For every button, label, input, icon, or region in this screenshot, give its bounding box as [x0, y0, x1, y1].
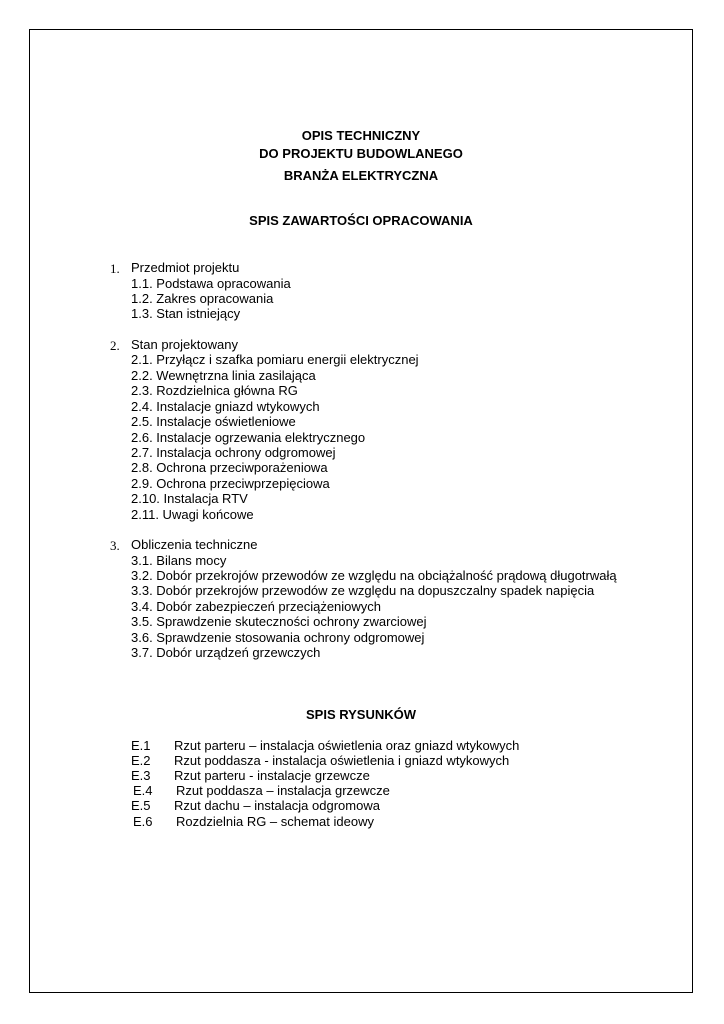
- figure-code: E.5: [131, 798, 151, 813]
- section-number: 3.: [110, 538, 120, 553]
- list-item: 2.9. Ochrona przeciwprzepięciowa: [131, 476, 330, 491]
- figure-title: Rzut dachu – instalacja odgromowa: [174, 798, 380, 813]
- list-item: 3.6. Sprawdzenie stosowania ochrony odgromowej: [131, 630, 425, 645]
- figures-heading: SPIS RYSUNKÓW: [305, 707, 417, 722]
- list-item: 2.4. Instalacje gniazd wtykowych: [131, 399, 320, 414]
- branch-heading: BRANŻA ELEKTRYCZNA: [283, 168, 439, 183]
- section-title: Stan projektowany: [131, 337, 238, 352]
- list-item: 2.11. Uwagi końcowe: [131, 507, 254, 522]
- figure-code: E.1: [131, 738, 151, 753]
- section-number: 2.: [110, 338, 120, 353]
- list-item: 1.1. Podstawa opracowania: [131, 276, 291, 291]
- list-item: 3.4. Dobór zabezpieczeń przeciążeniowych: [131, 599, 382, 614]
- list-item: 2.8. Ochrona przeciwporażeniowa: [131, 460, 328, 475]
- list-item: 3.7. Dobór urządzeń grzewczych: [131, 645, 321, 660]
- figure-title: Rzut poddasza – instalacja grzewcze: [176, 783, 390, 798]
- list-item: 2.6. Instalacje ogrzewania elektrycznego: [131, 430, 366, 445]
- list-item: 2.1. Przyłącz i szafka pomiaru energii elektrycznej: [131, 352, 419, 367]
- list-item: 2.7. Instalacja ochrony odgromowej: [131, 445, 336, 460]
- list-item: 2.10. Instalacja RTV: [131, 491, 248, 506]
- figure-title: Rzut poddasza - instalacja oświetlenia i gniazd wtykowych: [174, 753, 510, 768]
- document-subtitle: DO PROJEKTU BUDOWLANEGO: [259, 146, 463, 161]
- list-item: 1.2. Zakres opracowania: [131, 291, 274, 306]
- section-title: Przedmiot projektu: [131, 260, 240, 275]
- contents-heading: SPIS ZAWARTOŚCI OPRACOWANIA: [249, 213, 473, 228]
- list-item: 1.3. Stan istniejący: [131, 306, 241, 321]
- section-number: 1.: [110, 261, 120, 276]
- figure-code: E.2: [131, 753, 151, 768]
- document-title: OPIS TECHNICZNY: [301, 128, 421, 143]
- figure-title: Rzut parteru – instalacja oświetlenia oraz gniazd wtykowych: [174, 738, 520, 753]
- list-item: 3.3. Dobór przekrojów przewodów ze względu na dopuszczalny spadek napięcia: [131, 583, 595, 598]
- section-title: Obliczenia techniczne: [131, 537, 258, 552]
- figure-title: Rozdzielnia RG – schemat ideowy: [176, 814, 374, 829]
- list-item: 3.2. Dobór przekrojów przewodów ze względu na obciążalność prądową długotrwałą: [131, 568, 617, 583]
- figure-code: E.4: [133, 783, 153, 798]
- list-item: 2.2. Wewnętrzna linia zasilająca: [131, 368, 316, 383]
- figure-code: E.3: [131, 768, 151, 783]
- list-item: 3.1. Bilans mocy: [131, 553, 227, 568]
- figure-code: E.6: [133, 814, 153, 829]
- figure-title: Rzut parteru - instalacje grzewcze: [174, 768, 370, 783]
- list-item: 2.5. Instalacje oświetleniowe: [131, 414, 296, 429]
- list-item: 2.3. Rozdzielnica główna RG: [131, 383, 298, 398]
- list-item: 3.5. Sprawdzenie skuteczności ochrony zwarciowej: [131, 614, 427, 629]
